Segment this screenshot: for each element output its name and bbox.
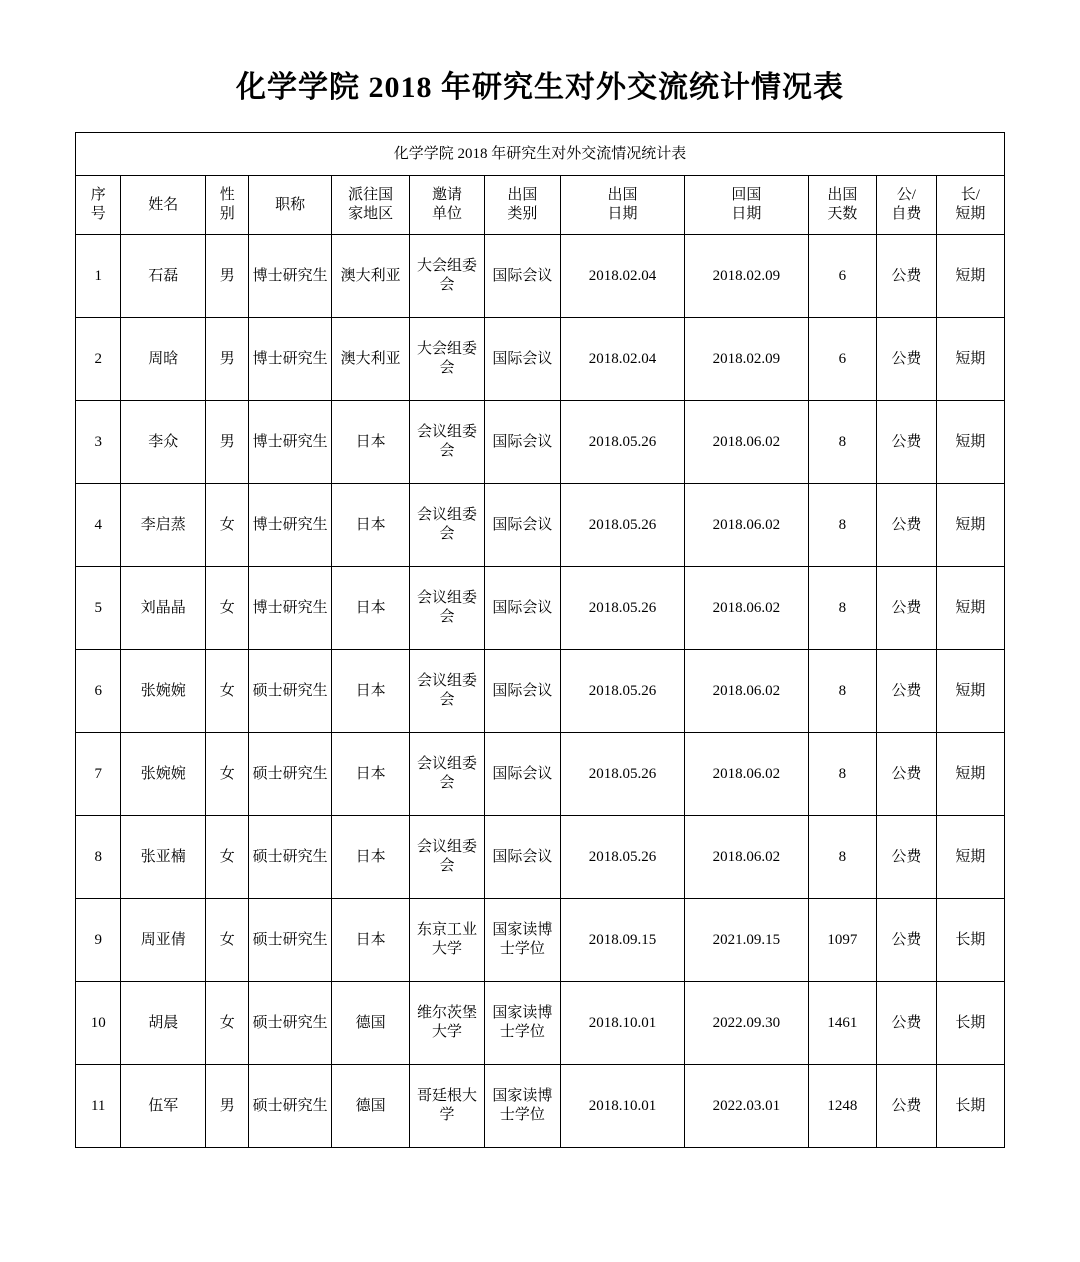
cell-days: 8 <box>808 401 876 484</box>
table-row <box>76 567 1005 650</box>
table-row <box>76 982 1005 1065</box>
cell-country: 德国 <box>331 1065 409 1148</box>
cell-title: 博士研究生 <box>249 235 332 318</box>
cell-name: 周晗 <box>121 318 206 401</box>
cell-duration: 短期 <box>936 650 1004 733</box>
cell-gender: 女 <box>206 567 249 650</box>
table-row <box>76 650 1005 733</box>
cell-return-date: 2018.02.09 <box>684 235 808 318</box>
column-header-depart-date: 出国 日期 <box>561 176 685 235</box>
cell-gender: 男 <box>206 235 249 318</box>
cell-no: 11 <box>76 1065 121 1148</box>
cell-depart-date: 2018.05.26 <box>561 567 685 650</box>
cell-title: 硕士研究生 <box>249 650 332 733</box>
cell-inviting-unit: 哥廷根大学 <box>410 1065 484 1148</box>
cell-funding: 公费 <box>876 401 936 484</box>
cell-funding: 公费 <box>876 235 936 318</box>
table-row <box>76 318 1005 401</box>
cell-category: 国际会议 <box>484 484 560 567</box>
cell-days: 6 <box>808 318 876 401</box>
cell-title: 博士研究生 <box>249 318 332 401</box>
cell-duration: 短期 <box>936 733 1004 816</box>
cell-name: 张婉婉 <box>121 650 206 733</box>
cell-title: 硕士研究生 <box>249 816 332 899</box>
cell-country: 日本 <box>331 401 409 484</box>
cell-funding: 公费 <box>876 899 936 982</box>
cell-funding: 公费 <box>876 816 936 899</box>
cell-depart-date: 2018.09.15 <box>561 899 685 982</box>
cell-inviting-unit: 大会组委会 <box>410 318 484 401</box>
cell-gender: 女 <box>206 484 249 567</box>
cell-country: 日本 <box>331 484 409 567</box>
cell-country: 日本 <box>331 567 409 650</box>
cell-no: 8 <box>76 816 121 899</box>
cell-inviting-unit: 会议组委会 <box>410 401 484 484</box>
cell-gender: 女 <box>206 816 249 899</box>
cell-days: 8 <box>808 484 876 567</box>
column-header-country: 派往国 家地区 <box>331 176 409 235</box>
cell-days: 8 <box>808 567 876 650</box>
cell-country: 澳大利亚 <box>331 235 409 318</box>
cell-return-date: 2018.06.02 <box>684 401 808 484</box>
cell-gender: 女 <box>206 982 249 1065</box>
cell-no: 6 <box>76 650 121 733</box>
cell-gender: 女 <box>206 899 249 982</box>
cell-title: 博士研究生 <box>249 484 332 567</box>
cell-return-date: 2021.09.15 <box>684 899 808 982</box>
cell-duration: 短期 <box>936 816 1004 899</box>
cell-name: 胡晨 <box>121 982 206 1065</box>
cell-category: 国际会议 <box>484 401 560 484</box>
cell-category: 国家读博士学位 <box>484 899 560 982</box>
cell-duration: 短期 <box>936 401 1004 484</box>
cell-category: 国家读博士学位 <box>484 982 560 1065</box>
cell-days: 1097 <box>808 899 876 982</box>
cell-category: 国际会议 <box>484 650 560 733</box>
cell-category: 国际会议 <box>484 733 560 816</box>
cell-funding: 公费 <box>876 484 936 567</box>
cell-title: 博士研究生 <box>249 401 332 484</box>
cell-category: 国家读博士学位 <box>484 1065 560 1148</box>
cell-depart-date: 2018.10.01 <box>561 1065 685 1148</box>
cell-country: 日本 <box>331 899 409 982</box>
cell-return-date: 2022.03.01 <box>684 1065 808 1148</box>
cell-title: 硕士研究生 <box>249 899 332 982</box>
cell-inviting-unit: 会议组委会 <box>410 816 484 899</box>
cell-country: 日本 <box>331 816 409 899</box>
cell-country: 澳大利亚 <box>331 318 409 401</box>
cell-gender: 女 <box>206 733 249 816</box>
cell-inviting-unit: 会议组委会 <box>410 733 484 816</box>
cell-return-date: 2018.06.02 <box>684 484 808 567</box>
cell-gender: 女 <box>206 650 249 733</box>
cell-category: 国际会议 <box>484 567 560 650</box>
cell-title: 硕士研究生 <box>249 982 332 1065</box>
cell-no: 4 <box>76 484 121 567</box>
cell-funding: 公费 <box>876 733 936 816</box>
table-head <box>76 133 1005 235</box>
cell-no: 1 <box>76 235 121 318</box>
column-header-inviting-unit: 邀请 单位 <box>410 176 484 235</box>
column-header-title: 职称 <box>249 176 332 235</box>
cell-days: 1461 <box>808 982 876 1065</box>
cell-inviting-unit: 会议组委会 <box>410 484 484 567</box>
cell-duration: 长期 <box>936 1065 1004 1148</box>
cell-no: 2 <box>76 318 121 401</box>
cell-return-date: 2018.02.09 <box>684 318 808 401</box>
cell-gender: 男 <box>206 1065 249 1148</box>
cell-inviting-unit: 会议组委会 <box>410 567 484 650</box>
cell-duration: 短期 <box>936 484 1004 567</box>
cell-funding: 公费 <box>876 650 936 733</box>
cell-inviting-unit: 会议组委会 <box>410 650 484 733</box>
cell-return-date: 2018.06.02 <box>684 816 808 899</box>
cell-depart-date: 2018.02.04 <box>561 318 685 401</box>
cell-name: 李众 <box>121 401 206 484</box>
cell-return-date: 2018.06.02 <box>684 567 808 650</box>
column-header-gender: 性 别 <box>206 176 249 235</box>
cell-depart-date: 2018.05.26 <box>561 401 685 484</box>
cell-inviting-unit: 维尔茨堡大学 <box>410 982 484 1065</box>
table-row <box>76 401 1005 484</box>
cell-inviting-unit: 东京工业大学 <box>410 899 484 982</box>
cell-depart-date: 2018.05.26 <box>561 484 685 567</box>
cell-gender: 男 <box>206 401 249 484</box>
column-header-funding: 公/ 自费 <box>876 176 936 235</box>
cell-no: 5 <box>76 567 121 650</box>
cell-days: 8 <box>808 733 876 816</box>
column-header-name: 姓名 <box>121 176 206 235</box>
cell-duration: 长期 <box>936 899 1004 982</box>
column-header-category: 出国 类别 <box>484 176 560 235</box>
cell-no: 9 <box>76 899 121 982</box>
cell-funding: 公费 <box>876 567 936 650</box>
cell-funding: 公费 <box>876 318 936 401</box>
table-row <box>76 484 1005 567</box>
cell-gender: 男 <box>206 318 249 401</box>
cell-title: 博士研究生 <box>249 567 332 650</box>
cell-category: 国际会议 <box>484 816 560 899</box>
cell-title: 硕士研究生 <box>249 1065 332 1148</box>
cell-name: 伍军 <box>121 1065 206 1148</box>
table-caption: 化学学院 2018 年研究生对外交流情况统计表 <box>76 133 1005 176</box>
cell-days: 6 <box>808 235 876 318</box>
table-row <box>76 235 1005 318</box>
cell-days: 8 <box>808 816 876 899</box>
cell-return-date: 2018.06.02 <box>684 650 808 733</box>
cell-name: 周亚倩 <box>121 899 206 982</box>
cell-title: 硕士研究生 <box>249 733 332 816</box>
cell-no: 3 <box>76 401 121 484</box>
cell-return-date: 2018.06.02 <box>684 733 808 816</box>
table-header-row <box>76 176 1005 235</box>
cell-no: 10 <box>76 982 121 1065</box>
column-header-duration: 长/ 短期 <box>936 176 1004 235</box>
table-body <box>76 235 1005 1148</box>
cell-category: 国际会议 <box>484 235 560 318</box>
column-header-no: 序 号 <box>76 176 121 235</box>
cell-name: 张亚楠 <box>121 816 206 899</box>
table-row <box>76 899 1005 982</box>
cell-depart-date: 2018.05.26 <box>561 650 685 733</box>
cell-days: 8 <box>808 650 876 733</box>
table-caption-row <box>76 133 1005 176</box>
cell-duration: 短期 <box>936 318 1004 401</box>
cell-days: 1248 <box>808 1065 876 1148</box>
column-header-return-date: 回国 日期 <box>684 176 808 235</box>
cell-name: 刘晶晶 <box>121 567 206 650</box>
cell-funding: 公费 <box>876 1065 936 1148</box>
cell-return-date: 2022.09.30 <box>684 982 808 1065</box>
cell-category: 国际会议 <box>484 318 560 401</box>
cell-country: 日本 <box>331 733 409 816</box>
cell-country: 日本 <box>331 650 409 733</box>
exchange-statistics-table <box>75 132 1005 1148</box>
cell-duration: 长期 <box>936 982 1004 1065</box>
cell-country: 德国 <box>331 982 409 1065</box>
cell-name: 李启蒸 <box>121 484 206 567</box>
cell-duration: 短期 <box>936 567 1004 650</box>
table-row <box>76 733 1005 816</box>
cell-depart-date: 2018.02.04 <box>561 235 685 318</box>
cell-depart-date: 2018.05.26 <box>561 816 685 899</box>
cell-duration: 短期 <box>936 235 1004 318</box>
page-title: 化学学院 2018 年研究生对外交流统计情况表 <box>236 71 844 104</box>
table-row <box>76 1065 1005 1148</box>
column-header-days: 出国 天数 <box>808 176 876 235</box>
cell-name: 张婉婉 <box>121 733 206 816</box>
cell-depart-date: 2018.10.01 <box>561 982 685 1065</box>
cell-funding: 公费 <box>876 982 936 1065</box>
table-row <box>76 816 1005 899</box>
cell-name: 石磊 <box>121 235 206 318</box>
cell-depart-date: 2018.05.26 <box>561 733 685 816</box>
cell-inviting-unit: 大会组委会 <box>410 235 484 318</box>
cell-no: 7 <box>76 733 121 816</box>
